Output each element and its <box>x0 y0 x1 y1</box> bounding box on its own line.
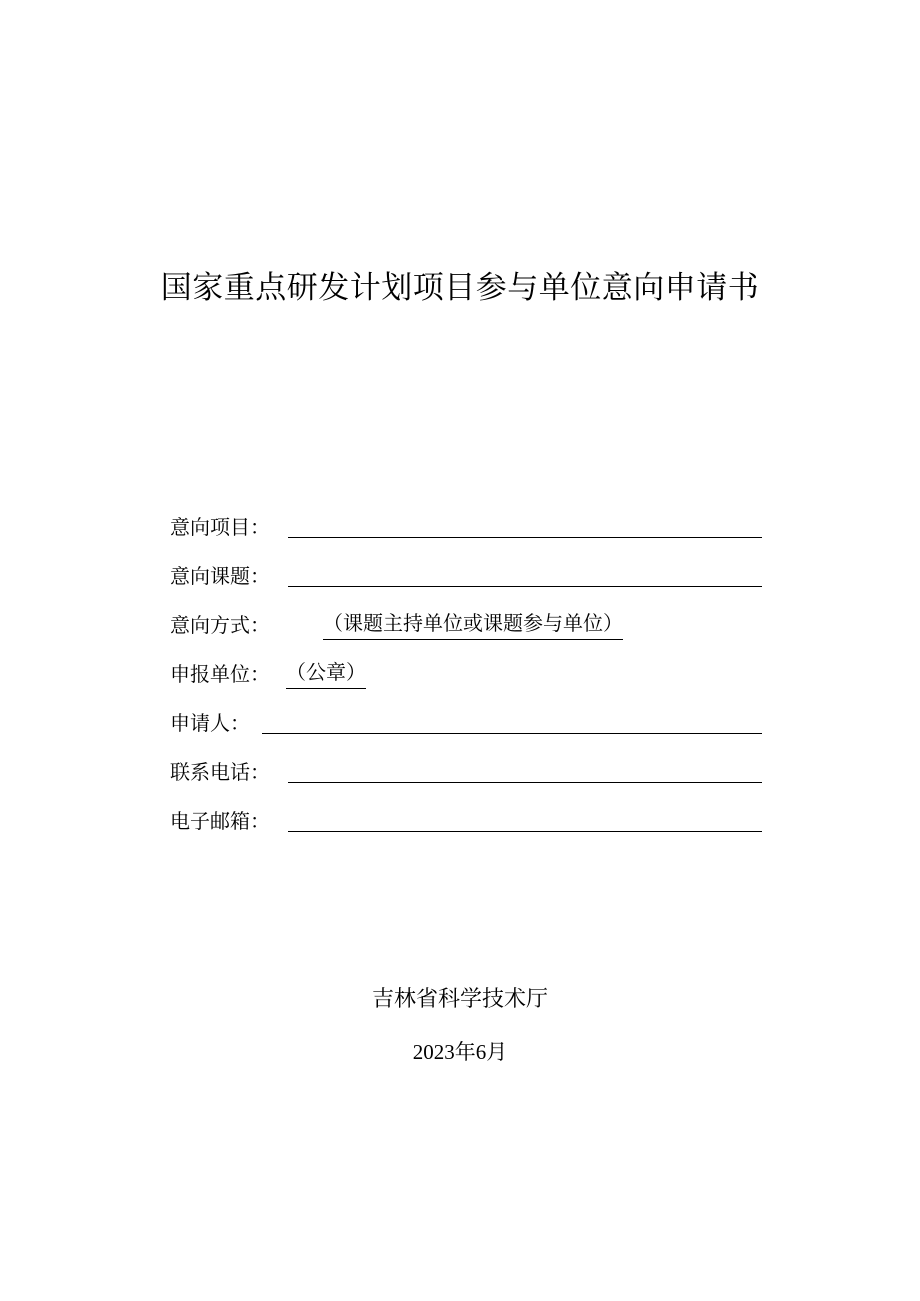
intended-mode-value[interactable]: （课题主持单位或课题参与单位） <box>323 608 623 640</box>
field-label-phone: 联系电话： <box>170 760 270 784</box>
applicant-unit-seal[interactable]: （公章） <box>286 657 366 689</box>
intended-project-input[interactable] <box>288 537 762 538</box>
field-label-applicant: 申请人： <box>170 711 250 735</box>
applicant-input[interactable] <box>262 733 762 734</box>
field-intended-topic <box>170 559 770 593</box>
issuing-authority: 吉林省科学技术厅 <box>371 987 548 1012</box>
field-phone <box>170 755 770 789</box>
field-intended-project <box>170 510 770 544</box>
issue-date: 2023年6月 <box>412 1040 508 1064</box>
document-title: 国家重点研发计划项目参与单位意向申请书 <box>160 270 760 306</box>
field-label-intended-mode: 意向方式： <box>170 613 270 637</box>
field-label-applicant-unit: 申报单位： <box>170 662 270 686</box>
field-email <box>170 804 770 838</box>
field-label-intended-project: 意向项目： <box>170 515 270 539</box>
phone-input[interactable] <box>288 782 762 783</box>
field-intended-mode <box>170 608 770 642</box>
field-label-intended-topic: 意向课题： <box>170 564 270 588</box>
field-applicant <box>170 706 770 740</box>
intended-topic-input[interactable] <box>288 586 762 587</box>
field-label-email: 电子邮箱： <box>170 809 270 833</box>
field-applicant-unit <box>170 657 770 691</box>
email-input[interactable] <box>288 831 762 832</box>
